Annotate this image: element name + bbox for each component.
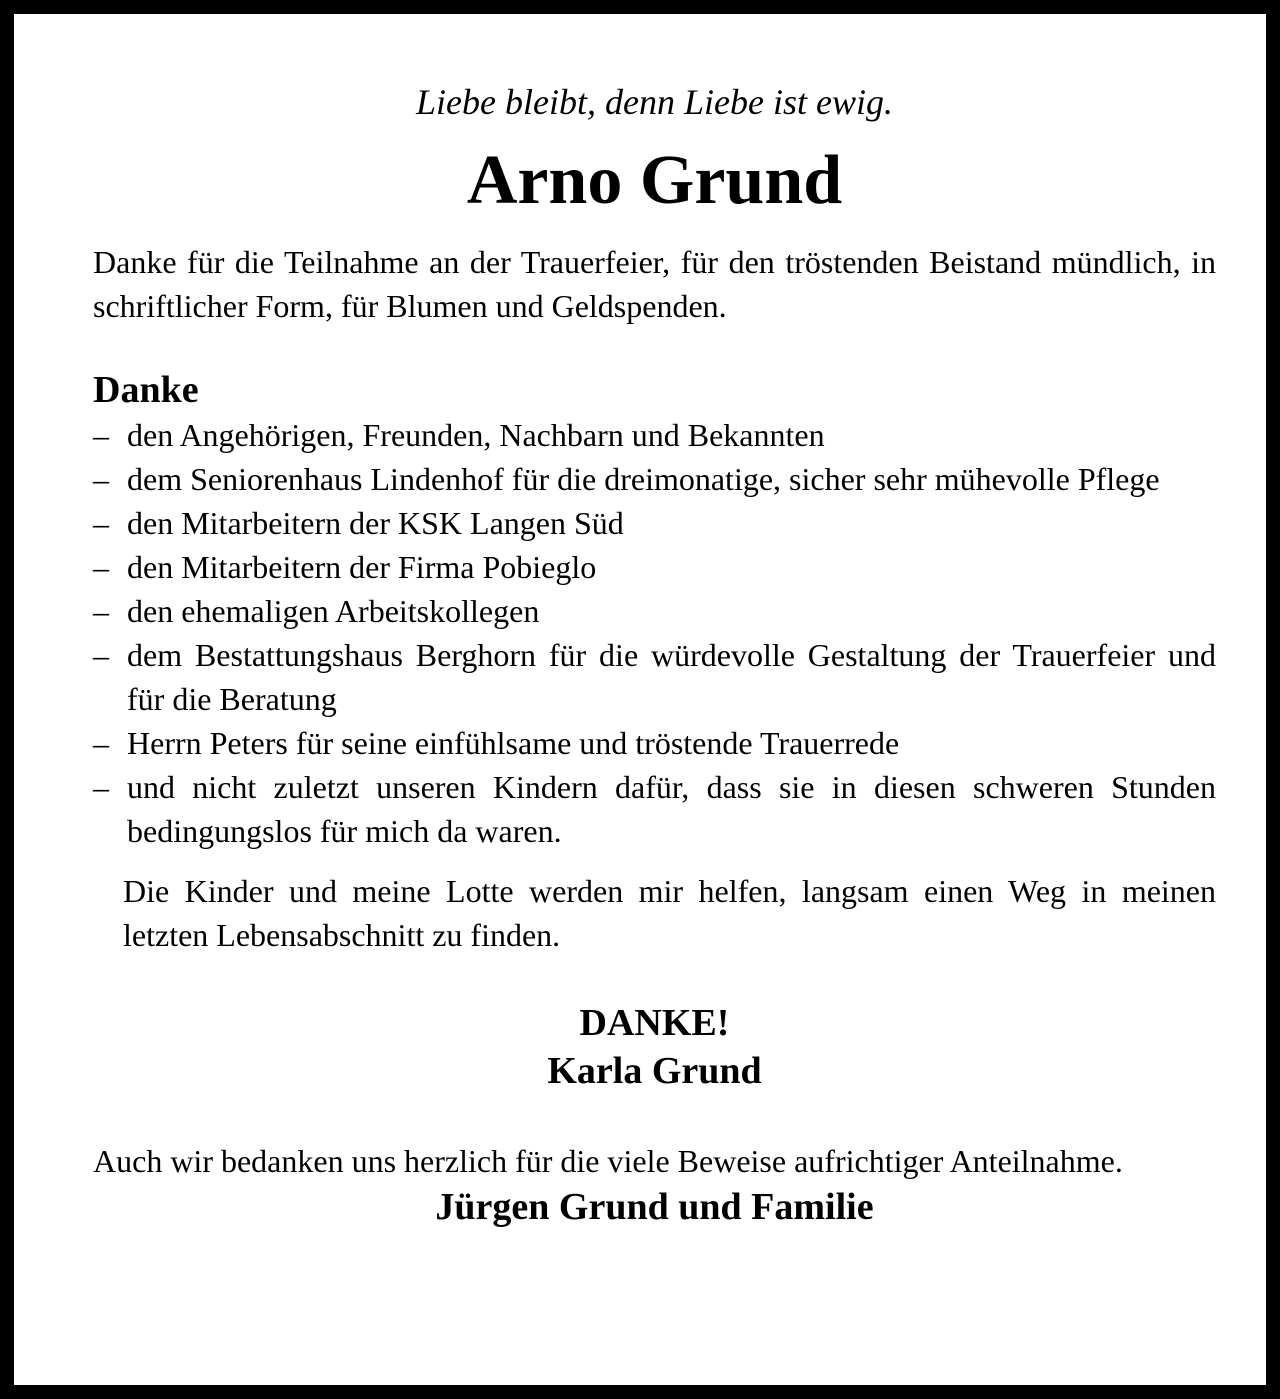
thanks-item	[93, 545, 1216, 589]
closing-text: Die Kinder und meine Lotte werden mir helfen, langsam einen Weg in meinen letzten Lebensabschnitt zu finden.	[123, 873, 1216, 953]
dash-marker: –	[93, 593, 109, 629]
dash-marker: –	[93, 461, 109, 497]
intro-text: Danke für die Teilnahme an der Trauerfeier, für den tröstenden Beistand mündlich, in schriftlicher Form, für Blumen und Geldspenden.	[93, 244, 1216, 324]
thanks-item	[93, 589, 1216, 633]
thanks-item-text: dem Seniorenhaus Lindenhof für die dreimonatige, sicher sehr mühevolle Pflege	[127, 461, 1160, 497]
thanks-item	[93, 413, 1216, 457]
thanks-item	[93, 721, 1216, 765]
dash-marker: –	[93, 505, 109, 541]
thanks-item	[93, 765, 1216, 853]
thanks-item-text: und nicht zuletzt unseren Kindern dafür, dass sie in diesen schweren Stunden bedingungslos für mich da waren.	[127, 769, 1216, 849]
notice-content	[93, 78, 1216, 1231]
thanks-item-text: den ehemaligen Arbeitskollegen	[127, 593, 540, 629]
motto: Liebe bleibt, denn Liebe ist ewig.	[416, 82, 893, 122]
dash-marker: –	[93, 769, 109, 805]
dash-marker: –	[93, 725, 109, 761]
thanks-item	[93, 501, 1216, 545]
dash-marker: –	[93, 549, 109, 585]
thanks-item	[93, 457, 1216, 501]
danke-exclaim: DANKE!	[579, 1002, 730, 1044]
thanks-item	[93, 633, 1216, 721]
thanks-list	[93, 413, 1216, 853]
thanks-item-text: dem Bestattungshaus Berghorn für die würdevolle Gestaltung der Trauerfeier und für die Beratung	[127, 637, 1216, 717]
thanks-item-text: den Mitarbeitern der KSK Langen Süd	[127, 505, 624, 541]
dash-marker: –	[93, 637, 109, 673]
deceased-name: Arno Grund	[466, 142, 843, 219]
second-message: Auch wir bedanken uns herzlich für die viele Beweise aufrichtiger Anteilnahme.	[93, 1143, 1123, 1179]
thanks-item-text: den Mitarbeitern der Firma Pobieglo	[127, 549, 597, 585]
dash-marker: –	[93, 417, 109, 453]
thanks-item-text: Herrn Peters für seine einfühlsame und tröstende Trauerrede	[127, 725, 900, 761]
second-signer-name: Jürgen Grund und Familie	[435, 1186, 874, 1228]
thanks-heading: Danke	[93, 369, 199, 411]
thanks-item-text: den Angehörigen, Freunden, Nachbarn und Bekannten	[127, 417, 825, 453]
signer-name: Karla Grund	[547, 1050, 762, 1092]
